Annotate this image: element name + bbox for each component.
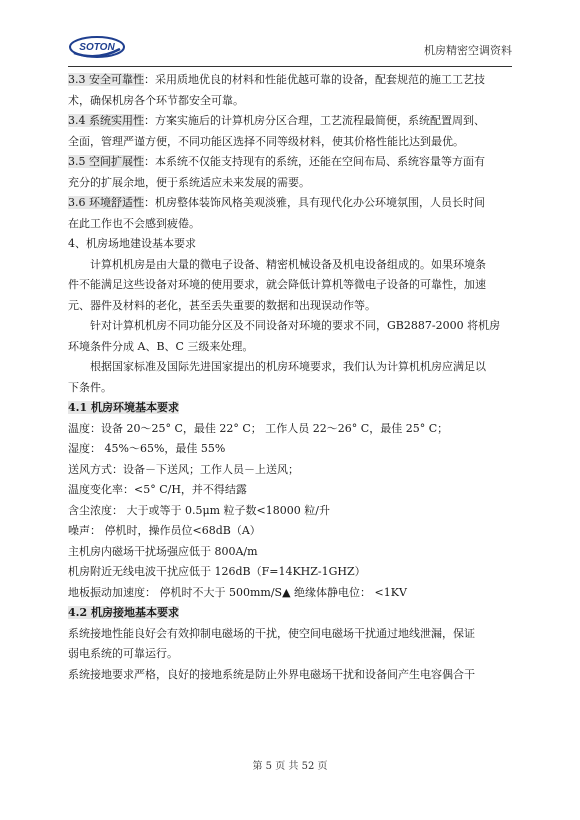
para1-line-3: 元、器件及材料的老化，甚至丢失重要的数据和出现误动作等。 bbox=[68, 298, 376, 312]
page-footer: 第 5 页 共 52 页 bbox=[252, 761, 328, 772]
section-3-3-label: 3.3 安全可靠性 bbox=[68, 73, 144, 86]
section-3-3-line-2: 术，确保机房各个环节都安全可靠。 bbox=[68, 93, 244, 107]
grounding-line-1: 系统接地性能良好会有效抑制电磁场的干扰，使空间电磁场干扰通过地线泄漏，保证 bbox=[68, 626, 475, 640]
requirement-magnetic: 主机房内磁场干扰场强应低于 800A/m bbox=[68, 544, 258, 558]
page-header bbox=[68, 32, 512, 67]
requirement-vibration: 地板振动加速度： 停机时不大于 500mm/S▲ 绝缘体静电位： <1KV bbox=[68, 585, 407, 599]
svg-text:SOTON: SOTON bbox=[79, 42, 115, 53]
section-4-heading: 4、机房场地建设基本要求 bbox=[68, 237, 196, 250]
requirement-radio: 机房附近无线电波干扰应低于 126dB（F=14KHZ-1GHZ） bbox=[68, 565, 366, 578]
grounding-line-2: 弱电系统的可靠运行。 bbox=[68, 647, 178, 660]
section-3-4-line-2: 全面，管理严谨方便，不同功能区选择不同等级材料，使其价格性能比达到最优。 bbox=[68, 134, 464, 148]
section-3-6-line-2: 在此工作也不会感到疲倦。 bbox=[68, 216, 200, 230]
section-3-6-line-1: 3.6 环境舒适性：机房整体装饰风格美观淡雅，具有现代化办公环境氛围，人员长时间 bbox=[68, 196, 485, 209]
para1-line-1: 计算机机房是由大量的微电子设备、精密机械设备及机电设备组成的。如果环境条 bbox=[90, 257, 486, 271]
section-3-5-line-2: 充分的扩展余地，便于系统适应未来发展的需要。 bbox=[68, 175, 310, 189]
section-3-4-label: 3.4 系统实用性 bbox=[68, 114, 144, 127]
requirement-airflow: 送风方式：设备－下送风；工作人员－上送风； bbox=[68, 462, 299, 476]
para2-line-1: 针对计算机机房不同功能分区及不同设备对环境的要求不同，GB2887-2000 将机房 bbox=[90, 319, 501, 332]
page-content bbox=[68, 70, 512, 685]
subsection-4-1-heading: 4.1 机房环境基本要求 bbox=[68, 401, 179, 414]
soton-logo bbox=[68, 34, 126, 60]
section-3-5-line-1: 3.5 空间扩展性：本系统不仅能支持现有的系统，还能在空间布局、系统容量等方面有 bbox=[68, 155, 485, 168]
section-3-3-line-1: 3.3 安全可靠性：采用质地优良的材料和性能优越可靠的设备，配套规范的施工工艺技 bbox=[68, 73, 485, 86]
subsection-4-2-heading: 4.2 机房接地基本要求 bbox=[68, 606, 179, 619]
para3-line-1: 根据国家标准及国际先进国家提出的机房环境要求，我们认为计算机机房应满足以 bbox=[90, 360, 486, 373]
requirement-humidity: 湿度： 45%～65%，最佳 55% bbox=[68, 442, 226, 455]
section-3-5-label: 3.5 空间扩展性 bbox=[68, 155, 144, 168]
section-3-6-label: 3.6 环境舒适性 bbox=[68, 196, 144, 209]
grounding-line-3: 系统接地要求严格，良好的接地系统是防止外界电磁场干扰和设备间产生电容偶合干 bbox=[68, 667, 475, 681]
requirement-noise: 噪声： 停机时，操作员位<68dB（A） bbox=[68, 524, 261, 537]
section-3-4-line-1: 3.4 系统实用性：方案实施后的计算机房分区合理，工艺流程最简便，系统配置周到、 bbox=[68, 114, 485, 127]
document-title: 机房精密空调资料 bbox=[424, 44, 512, 57]
para3-line-2: 下条件。 bbox=[68, 380, 112, 394]
para1-line-2: 件不能满足这些设备对环境的使用要求，就会降低计算机等微电子设备的可靠性，加速 bbox=[68, 278, 486, 291]
para2-line-2: 环境条件分成 A、B、C 三级来处理。 bbox=[68, 339, 254, 353]
requirement-temp-change: 温度变化率：<5° C/H，并不得结露 bbox=[68, 483, 247, 496]
requirement-temperature: 温度：设备 20～25° C，最佳 22° C； 工作人员 22～26° C，最佳 25° C； bbox=[68, 421, 449, 435]
requirement-dust: 含尘浓度： 大于或等于 0.5μm 粒子数<18000 粒/升 bbox=[68, 503, 330, 517]
